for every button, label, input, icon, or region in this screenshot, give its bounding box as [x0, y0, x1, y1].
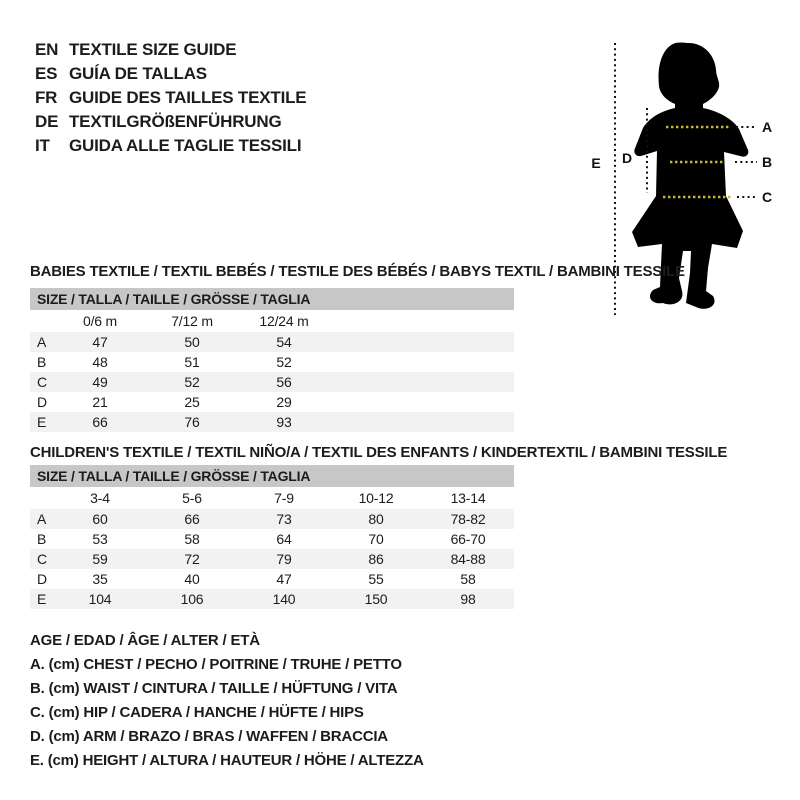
table-cell: [330, 332, 422, 352]
language-code: ES: [35, 64, 58, 83]
table-cell: 86: [368, 551, 384, 567]
table-cell: 25: [184, 394, 200, 410]
table-cell: 58: [184, 531, 200, 547]
table-row: [30, 352, 514, 372]
table-cell: 51: [184, 354, 200, 370]
language-row: [35, 38, 306, 62]
table-cell: 150: [364, 591, 388, 607]
table-cell: 56: [276, 374, 292, 390]
children-size-header-bar: SIZE / TALLA / TAILLE / GRÖSSE / TAGLIA: [30, 465, 514, 487]
table-cell: 76: [184, 414, 200, 430]
babies-table: [30, 310, 514, 432]
table-cell: [330, 392, 422, 412]
column-header: 13-14: [450, 490, 486, 506]
language-row: [35, 62, 306, 86]
row-label: D: [37, 571, 47, 587]
table-row: [30, 509, 514, 529]
language-title: GUIDA ALLE TAGLIE TESSILI: [69, 136, 302, 155]
children-table: [30, 487, 514, 609]
table-cell: [330, 372, 422, 392]
children-table-block: [30, 465, 514, 609]
table-cell: 80: [368, 511, 384, 527]
legend: [30, 629, 424, 773]
children-column-header-row: [30, 487, 514, 509]
column-header: 3-4: [90, 490, 110, 506]
measurement-label-d: D: [622, 150, 632, 166]
table-cell: 84-88: [450, 551, 486, 567]
legend-item: C. (cm) HIP / CADERA / HANCHE / HÜFTE / HIPS: [30, 704, 364, 721]
table-cell: 35: [92, 571, 108, 587]
table-cell: [422, 332, 514, 352]
row-label: D: [37, 394, 47, 410]
table-cell: 59: [92, 551, 108, 567]
language-row: [35, 110, 306, 134]
table-cell: [422, 392, 514, 412]
table-cell: 29: [276, 394, 292, 410]
table-cell: 40: [184, 571, 200, 587]
column-header: 7/12 m: [171, 313, 213, 329]
children-heading: CHILDREN'S TEXTILE / TEXTIL NIÑO/A / TEXTIL DES ENFANTS / KINDERTEXTIL / BAMBINI TESSILE: [30, 444, 728, 461]
table-cell: 140: [272, 591, 296, 607]
language-row: [35, 86, 306, 110]
row-label: C: [37, 374, 47, 390]
row-label: A: [37, 334, 47, 350]
language-code: EN: [35, 40, 59, 59]
row-label: B: [37, 531, 47, 547]
babies-column-header-row: [30, 310, 514, 332]
table-row: [30, 392, 514, 412]
table-cell: 60: [92, 511, 108, 527]
table-row: [30, 412, 514, 432]
table-cell: 52: [184, 374, 200, 390]
column-header: 0/6 m: [82, 313, 117, 329]
table-cell: 66: [184, 511, 200, 527]
language-code: FR: [35, 88, 58, 107]
language-code: DE: [35, 112, 59, 131]
row-label: A: [37, 511, 47, 527]
table-cell: 70: [368, 531, 384, 547]
legend-item: B. (cm) WAIST / CINTURA / TAILLE / HÜFTUNG / VITA: [30, 680, 398, 697]
table-row: [30, 589, 514, 609]
language-code: IT: [35, 136, 50, 155]
legend-item: E. (cm) HEIGHT / ALTURA / HAUTEUR / HÖHE / ALTEZZA: [30, 752, 424, 769]
table-cell: [422, 352, 514, 372]
table-row: [30, 529, 514, 549]
table-cell: 58: [460, 571, 476, 587]
table-row: [30, 569, 514, 589]
table-cell: [422, 412, 514, 432]
table-cell: 66: [92, 414, 108, 430]
measurement-label-c: C: [762, 189, 772, 205]
measurement-label-a: A: [762, 119, 772, 135]
measurement-label-e: E: [591, 155, 601, 171]
table-row: [30, 372, 514, 392]
table-cell: 79: [276, 551, 292, 567]
table-cell: 72: [184, 551, 200, 567]
language-list: [35, 38, 306, 158]
table-cell: 73: [276, 511, 292, 527]
table-row: [30, 549, 514, 569]
language-row: [35, 134, 306, 158]
table-cell: 104: [88, 591, 112, 607]
babies-size-header-bar: SIZE / TALLA / TAILLE / GRÖSSE / TAGLIA: [30, 288, 514, 310]
table-cell: [422, 372, 514, 392]
measurement-label-b: B: [762, 154, 772, 170]
table-cell: 21: [92, 394, 108, 410]
table-cell: 66-70: [450, 531, 486, 547]
babies-table-block: [30, 288, 514, 432]
table-cell: 98: [460, 591, 476, 607]
table-cell: 49: [92, 374, 108, 390]
row-label: E: [37, 414, 47, 430]
table-cell: 93: [276, 414, 292, 430]
table-cell: 47: [276, 571, 292, 587]
column-header: 10-12: [358, 490, 394, 506]
legend-item: D. (cm) ARM / BRAZO / BRAS / WAFFEN / BRACCIA: [30, 728, 388, 745]
table-cell: 54: [276, 334, 292, 350]
language-title: TEXTILGRÖßENFÜHRUNG: [69, 112, 282, 131]
legend-item: A. (cm) CHEST / PECHO / POITRINE / TRUHE / PETTO: [30, 656, 402, 673]
legend-age: AGE / EDAD / ÂGE / ALTER / ETÀ: [30, 632, 260, 649]
table-cell: 53: [92, 531, 108, 547]
table-cell: 47: [92, 334, 108, 350]
language-title: TEXTILE SIZE GUIDE: [69, 40, 237, 59]
row-label: E: [37, 591, 47, 607]
babies-heading: BABIES TEXTILE / TEXTIL BEBÉS / TESTILE DES BÉBÉS / BABYS TEXTIL / BAMBINI TESSILE: [30, 263, 685, 280]
language-title: GUÍA DE TALLAS: [69, 64, 207, 83]
column-header: [422, 310, 514, 332]
table-cell: 78-82: [450, 511, 486, 527]
table-row: [30, 332, 514, 352]
table-cell: 52: [276, 354, 292, 370]
table-cell: [330, 352, 422, 372]
row-label: C: [37, 551, 47, 567]
row-label: B: [37, 354, 47, 370]
column-header: [330, 310, 422, 332]
table-cell: 48: [92, 354, 108, 370]
column-header: 12/24 m: [259, 313, 309, 329]
table-cell: 55: [368, 571, 384, 587]
table-cell: 106: [180, 591, 204, 607]
table-cell: 50: [184, 334, 200, 350]
column-header: 7-9: [274, 490, 294, 506]
language-title: GUIDE DES TAILLES TEXTILE: [69, 88, 307, 107]
table-cell: 64: [276, 531, 292, 547]
column-header: 5-6: [182, 490, 202, 506]
table-cell: [330, 412, 422, 432]
